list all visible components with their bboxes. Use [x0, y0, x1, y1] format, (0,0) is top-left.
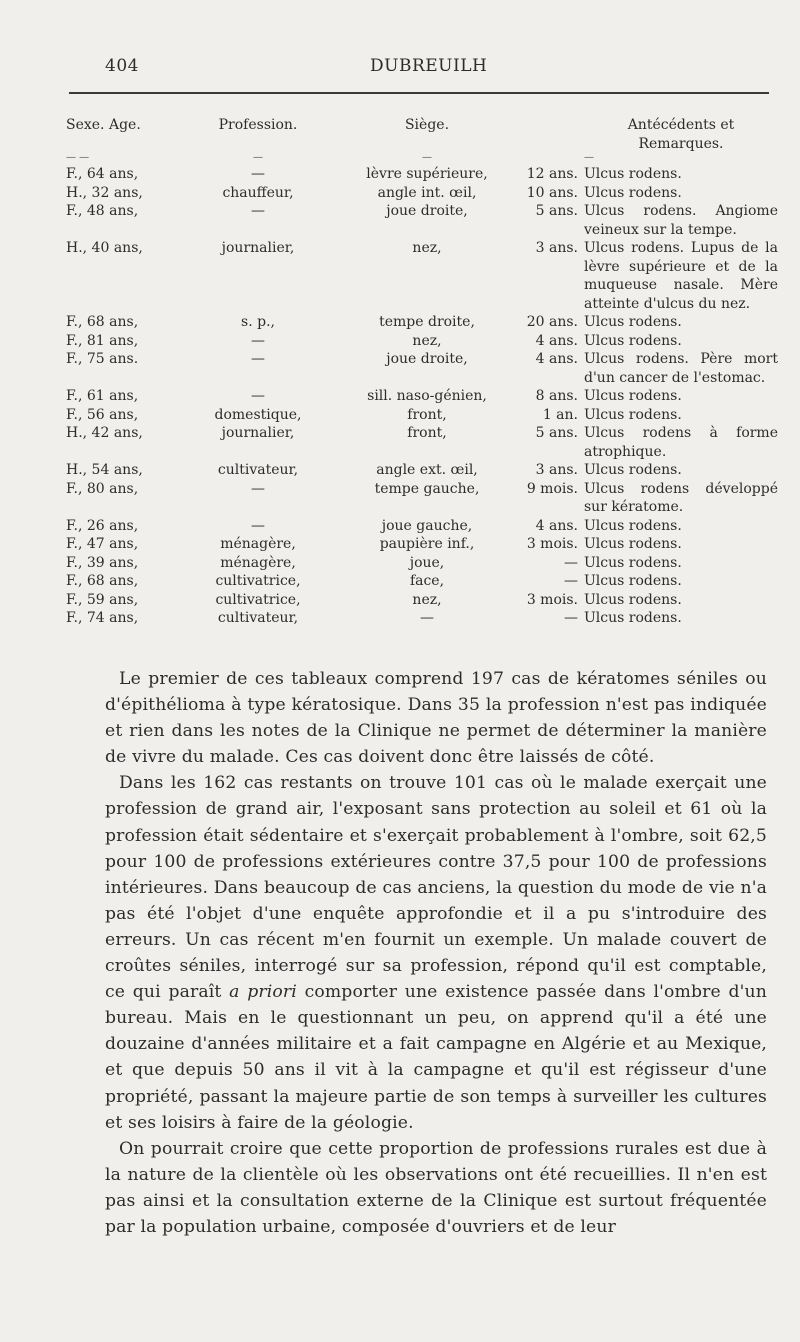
paragraph-2-start: Dans les 162 cas restants on trouve 101 cas où le malade exerçait une profession de grand air, l'exposant sans protection au soleil et 61 où la profession était sédentaire et s'exerçait probablement à l'ombre, soit 62,5 pour 100 de professions extérieures contre 37,5 pour 100 de professions intérieures. Dans beaucoup de cas anciens, la question du mode de vie n'a pas été l'objet d'une enquête approfondie et il a pu s'introduire des erreurs. Un cas récent m'en fournit un exemple. Un malade couvert de croûtes séniles, interrogé sur sa profession, répond qu'il est comptable, ce qui paraît	[105, 773, 767, 1003]
cell-duree: 9 mois.	[526, 480, 578, 497]
cell-sexe-age: H., 42 ans,	[66, 425, 143, 441]
cell-sexe-age: F., 26 ans,	[66, 517, 139, 534]
cell-profession: journalier,	[221, 425, 295, 441]
table-row	[66, 554, 778, 573]
cell-remarques: Ulcus rodens. Angiome veineux sur la tempe.	[584, 203, 778, 238]
cell-remarques: Ulcus rodens.	[584, 591, 682, 608]
cell-profession: cultivatrice,	[215, 573, 301, 589]
cell-duree: 4 ans.	[535, 332, 578, 349]
cell-sexe-age: H., 40 ans,	[66, 240, 143, 256]
cell-profession: ménagère,	[220, 536, 296, 552]
table-row	[66, 239, 778, 313]
paragraph-2	[105, 770, 767, 1135]
cell-sexe-age: F., 80 ans,	[66, 480, 139, 497]
cell-siege: tempe droite,	[379, 314, 475, 330]
cell-duree: 12 ans.	[526, 166, 578, 182]
cell-profession: cultivateur,	[217, 462, 299, 478]
table-row	[66, 572, 778, 591]
cell-remarques: Ulcus rodens.	[584, 610, 682, 626]
cell-remarques: Ulcus rodens.	[584, 406, 682, 423]
table-row	[66, 332, 778, 351]
cell-profession: —	[251, 166, 265, 182]
cell-sexe-age: F., 68 ans,	[66, 573, 139, 589]
cell-duree: 3 ans.	[535, 240, 578, 256]
paragraph-2-end: comporter une existence passée dans l'ombre d'un bureau. Mais en le questionnant un peu, on apprend qu'il a été une douzaine d'années militaire et a fait campagne en Algérie et au Mexique, et que depuis 50 ans il vit à la campagne et qu'il est régisseur d'une propriété, passant la majeure partie de son temps à surveiller les cultures et ses loisirs à faire de la géologie.	[105, 982, 767, 1133]
table-row	[66, 517, 778, 536]
cell-remarques: Ulcus rodens.	[584, 536, 682, 552]
cell-sexe-age: F., 59 ans,	[66, 591, 139, 608]
cell-remarques: Ulcus rodens développé sur kératome.	[584, 480, 778, 515]
cell-sexe-age: H., 32 ans,	[66, 184, 143, 201]
cell-duree: 4 ans.	[535, 351, 578, 367]
header-rule	[69, 92, 769, 94]
cell-remarques: Ulcus rodens.	[584, 517, 682, 534]
table-row	[66, 424, 778, 461]
cell-sexe-age: F., 64 ans,	[66, 166, 139, 182]
cell-profession: cultivateur,	[217, 610, 299, 626]
cell-sexe-age: F., 74 ans,	[66, 610, 139, 626]
cell-siege: face,	[409, 573, 445, 589]
cell-siege: joue droite,	[386, 203, 468, 219]
cell-sexe-age: F., 81 ans,	[66, 332, 139, 349]
cell-duree: 5 ans.	[535, 203, 578, 219]
cell-siege: joue,	[409, 554, 445, 571]
cases-table	[66, 116, 778, 628]
running-title: DUBREUILH	[370, 56, 488, 76]
table-row	[66, 480, 778, 517]
paragraph-1: Le premier de ces tableaux comprend 197 cas de kératomes séniles ou d'épithélioma à type kératosique. Dans 35 la profession n'est pas indiquée et rien dans les notes de la Clinique ne permet de déterminer la manière de vivre du malade. Ces cas doivent donc être laissés de côté.	[105, 669, 767, 768]
cell-remarques: Ulcus rodens.	[584, 184, 682, 201]
cell-duree: 5 ans.	[535, 425, 578, 441]
table-dash-row	[66, 153, 778, 165]
col-header-duree	[512, 116, 584, 153]
cell-profession: journalier,	[221, 240, 295, 256]
body-text	[105, 666, 767, 1240]
table-row	[66, 202, 778, 239]
cell-siege: lèvre supérieure,	[366, 166, 488, 182]
table-row	[66, 313, 778, 332]
table-row	[66, 165, 778, 184]
cell-profession: s. p.,	[241, 314, 275, 330]
page-number: 404	[105, 56, 139, 76]
cell-siege: tempe gauche,	[374, 480, 480, 497]
cell-siege: joue droite,	[386, 351, 468, 367]
cell-sexe-age: F., 47 ans,	[66, 536, 139, 552]
cell-profession: cultivatrice,	[215, 591, 301, 608]
cell-siege: sill. naso-génien,	[367, 388, 487, 404]
cell-profession: —	[251, 388, 265, 404]
cell-profession: ménagère,	[220, 554, 296, 571]
dash-sexe-age: — —	[66, 152, 90, 163]
cell-duree: —	[564, 573, 578, 589]
dash-duree	[512, 153, 584, 165]
cell-remarques: Ulcus rodens.	[584, 554, 682, 571]
cell-remarques: Ulcus rodens. Père mort d'un cancer de l'estomac.	[584, 351, 778, 386]
cell-remarques: Ulcus rodens. Lupus de la lèvre supérieure et de la muqueuse nasale. Mère atteinte d'ulcus du nez.	[584, 240, 778, 312]
cell-remarques: Ulcus rodens.	[584, 314, 682, 330]
cell-sexe-age: F., 39 ans,	[66, 554, 139, 571]
cell-siege: front,	[407, 406, 447, 423]
cell-sexe-age: F., 48 ans,	[66, 203, 139, 219]
table-row	[66, 406, 778, 425]
cell-siege: joue gauche,	[381, 517, 473, 534]
col-header-siege: Siège.	[404, 117, 450, 133]
table-row	[66, 387, 778, 406]
cell-siege: nez,	[412, 591, 442, 608]
cell-duree: —	[564, 554, 578, 571]
cell-remarques: Ulcus rodens.	[584, 462, 682, 478]
cell-siege: nez,	[412, 240, 442, 256]
cell-siege: front,	[407, 425, 447, 441]
cell-siege: —	[420, 610, 434, 626]
cell-profession: —	[251, 517, 265, 534]
cell-duree: 20 ans.	[526, 314, 578, 330]
cell-profession: chauffeur,	[222, 184, 294, 201]
col-header-profession: Profession.	[218, 117, 298, 133]
table-row	[66, 350, 778, 387]
cell-duree: 1 an.	[542, 406, 578, 423]
table-header-row	[66, 116, 778, 153]
table-row	[66, 535, 778, 554]
cell-duree: 10 ans.	[526, 184, 578, 201]
cell-siege: nez,	[412, 332, 442, 349]
cases-table-body	[66, 165, 778, 628]
col-header-sexe-age: Sexe. Age.	[66, 117, 141, 133]
italic-phrase: a priori	[229, 982, 297, 1003]
cell-profession: —	[251, 203, 265, 219]
cell-siege: angle ext. œil,	[376, 462, 478, 478]
dash-profession: —	[253, 152, 263, 163]
dash-remarques: —	[584, 152, 594, 163]
table-row	[66, 461, 778, 480]
cell-remarques: Ulcus rodens.	[584, 332, 682, 349]
cell-duree: —	[564, 610, 578, 626]
table-row	[66, 591, 778, 610]
cell-sexe-age: F., 61 ans,	[66, 388, 139, 404]
cell-sexe-age: F., 68 ans,	[66, 314, 139, 330]
cell-duree: 3 mois.	[526, 591, 578, 608]
cell-profession: —	[251, 351, 265, 367]
cell-remarques: Ulcus rodens.	[584, 573, 682, 589]
cell-remarques: Ulcus rodens.	[584, 388, 682, 404]
cell-siege: angle int. œil,	[377, 184, 477, 201]
cell-remarques: Ulcus rodens.	[584, 166, 682, 182]
cell-sexe-age: H., 54 ans,	[66, 462, 143, 478]
cell-duree: 4 ans.	[535, 517, 578, 534]
cell-duree: 3 ans.	[535, 462, 578, 478]
dash-siege: —	[422, 152, 432, 163]
col-header-remarques: Antécédents et Remarques.	[627, 117, 735, 152]
cell-sexe-age: F., 56 ans,	[66, 406, 139, 423]
cell-profession: —	[251, 480, 265, 497]
cell-duree: 3 mois.	[526, 536, 578, 552]
cell-duree: 8 ans.	[535, 388, 578, 404]
cell-siege: paupière inf.,	[379, 536, 475, 552]
cell-remarques: Ulcus rodens à forme atrophique.	[584, 425, 778, 460]
cell-sexe-age: F., 75 ans.	[66, 351, 139, 367]
cell-profession: domestique,	[214, 406, 302, 423]
cell-profession: —	[251, 332, 265, 349]
table-row	[66, 184, 778, 203]
table-row	[66, 609, 778, 628]
paragraph-3: On pourrait croire que cette proportion de professions rurales est due à la nature de la clientèle où les observations ont été recueillies. Il n'en est pas ainsi et la consultation externe de la Clinique est surtout fréquentée par la population urbaine, composée d'ouvriers et de leur	[105, 1138, 767, 1237]
